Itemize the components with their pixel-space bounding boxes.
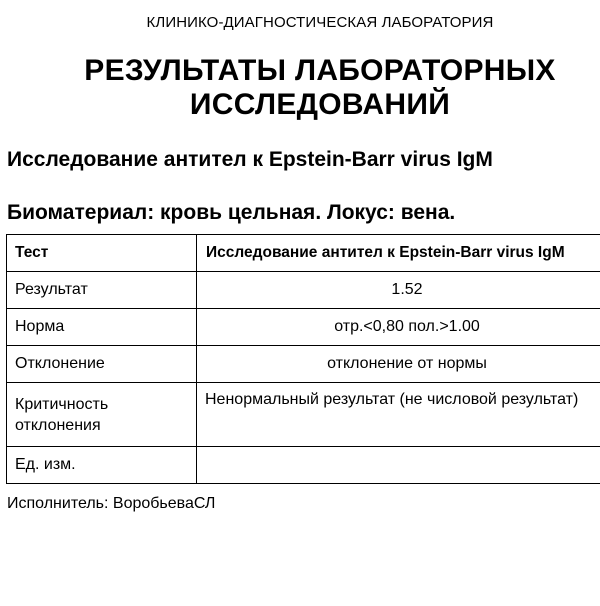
table-row-norm bbox=[7, 309, 600, 346]
results-table bbox=[6, 234, 600, 484]
row-value-norm: отр.<0,80 пол.>1.00 bbox=[197, 309, 600, 346]
row-label-result: Результат bbox=[7, 272, 197, 309]
document-title-line-1: РЕЗУЛЬТАТЫ ЛАБОРАТОРНЫХ bbox=[84, 54, 556, 87]
row-value-units bbox=[197, 447, 600, 484]
row-label-units: Ед. изм. bbox=[7, 447, 197, 484]
document-title-line-2: ИССЛЕДОВАНИЙ bbox=[189, 88, 451, 121]
row-value-result: 1.52 bbox=[197, 272, 600, 309]
laboratory-name: КЛИНИКО-ДИАГНОСТИЧЕСКАЯ ЛАБОРАТОРИЯ bbox=[146, 14, 494, 31]
table-row-units bbox=[7, 447, 600, 484]
table-row-deviation bbox=[7, 346, 600, 383]
table-header-test-label: Тест bbox=[7, 235, 197, 272]
table-header-test-name: Исследование антител к Epstein-Barr virus IgM bbox=[197, 235, 600, 272]
row-value-deviation: отклонение от нормы bbox=[197, 346, 600, 383]
row-label-norm: Норма bbox=[7, 309, 197, 346]
row-value-criticality: Ненормальный результат (не числовой результат) bbox=[197, 383, 600, 447]
executor-signature: Исполнитель: ВоробьеваСЛ bbox=[7, 495, 216, 512]
study-title: Исследование антител к Epstein-Barr virus IgM bbox=[7, 148, 493, 171]
row-label-deviation: Отклонение bbox=[7, 346, 197, 383]
table-header-row bbox=[7, 235, 600, 272]
document-title bbox=[0, 54, 600, 122]
table-row-result bbox=[7, 272, 600, 309]
biomaterial-info: Биоматериал: кровь цельная. Локус: вена. bbox=[7, 201, 456, 224]
table-row-criticality bbox=[7, 383, 600, 447]
row-label-criticality: Критичность отклонения bbox=[7, 383, 197, 447]
